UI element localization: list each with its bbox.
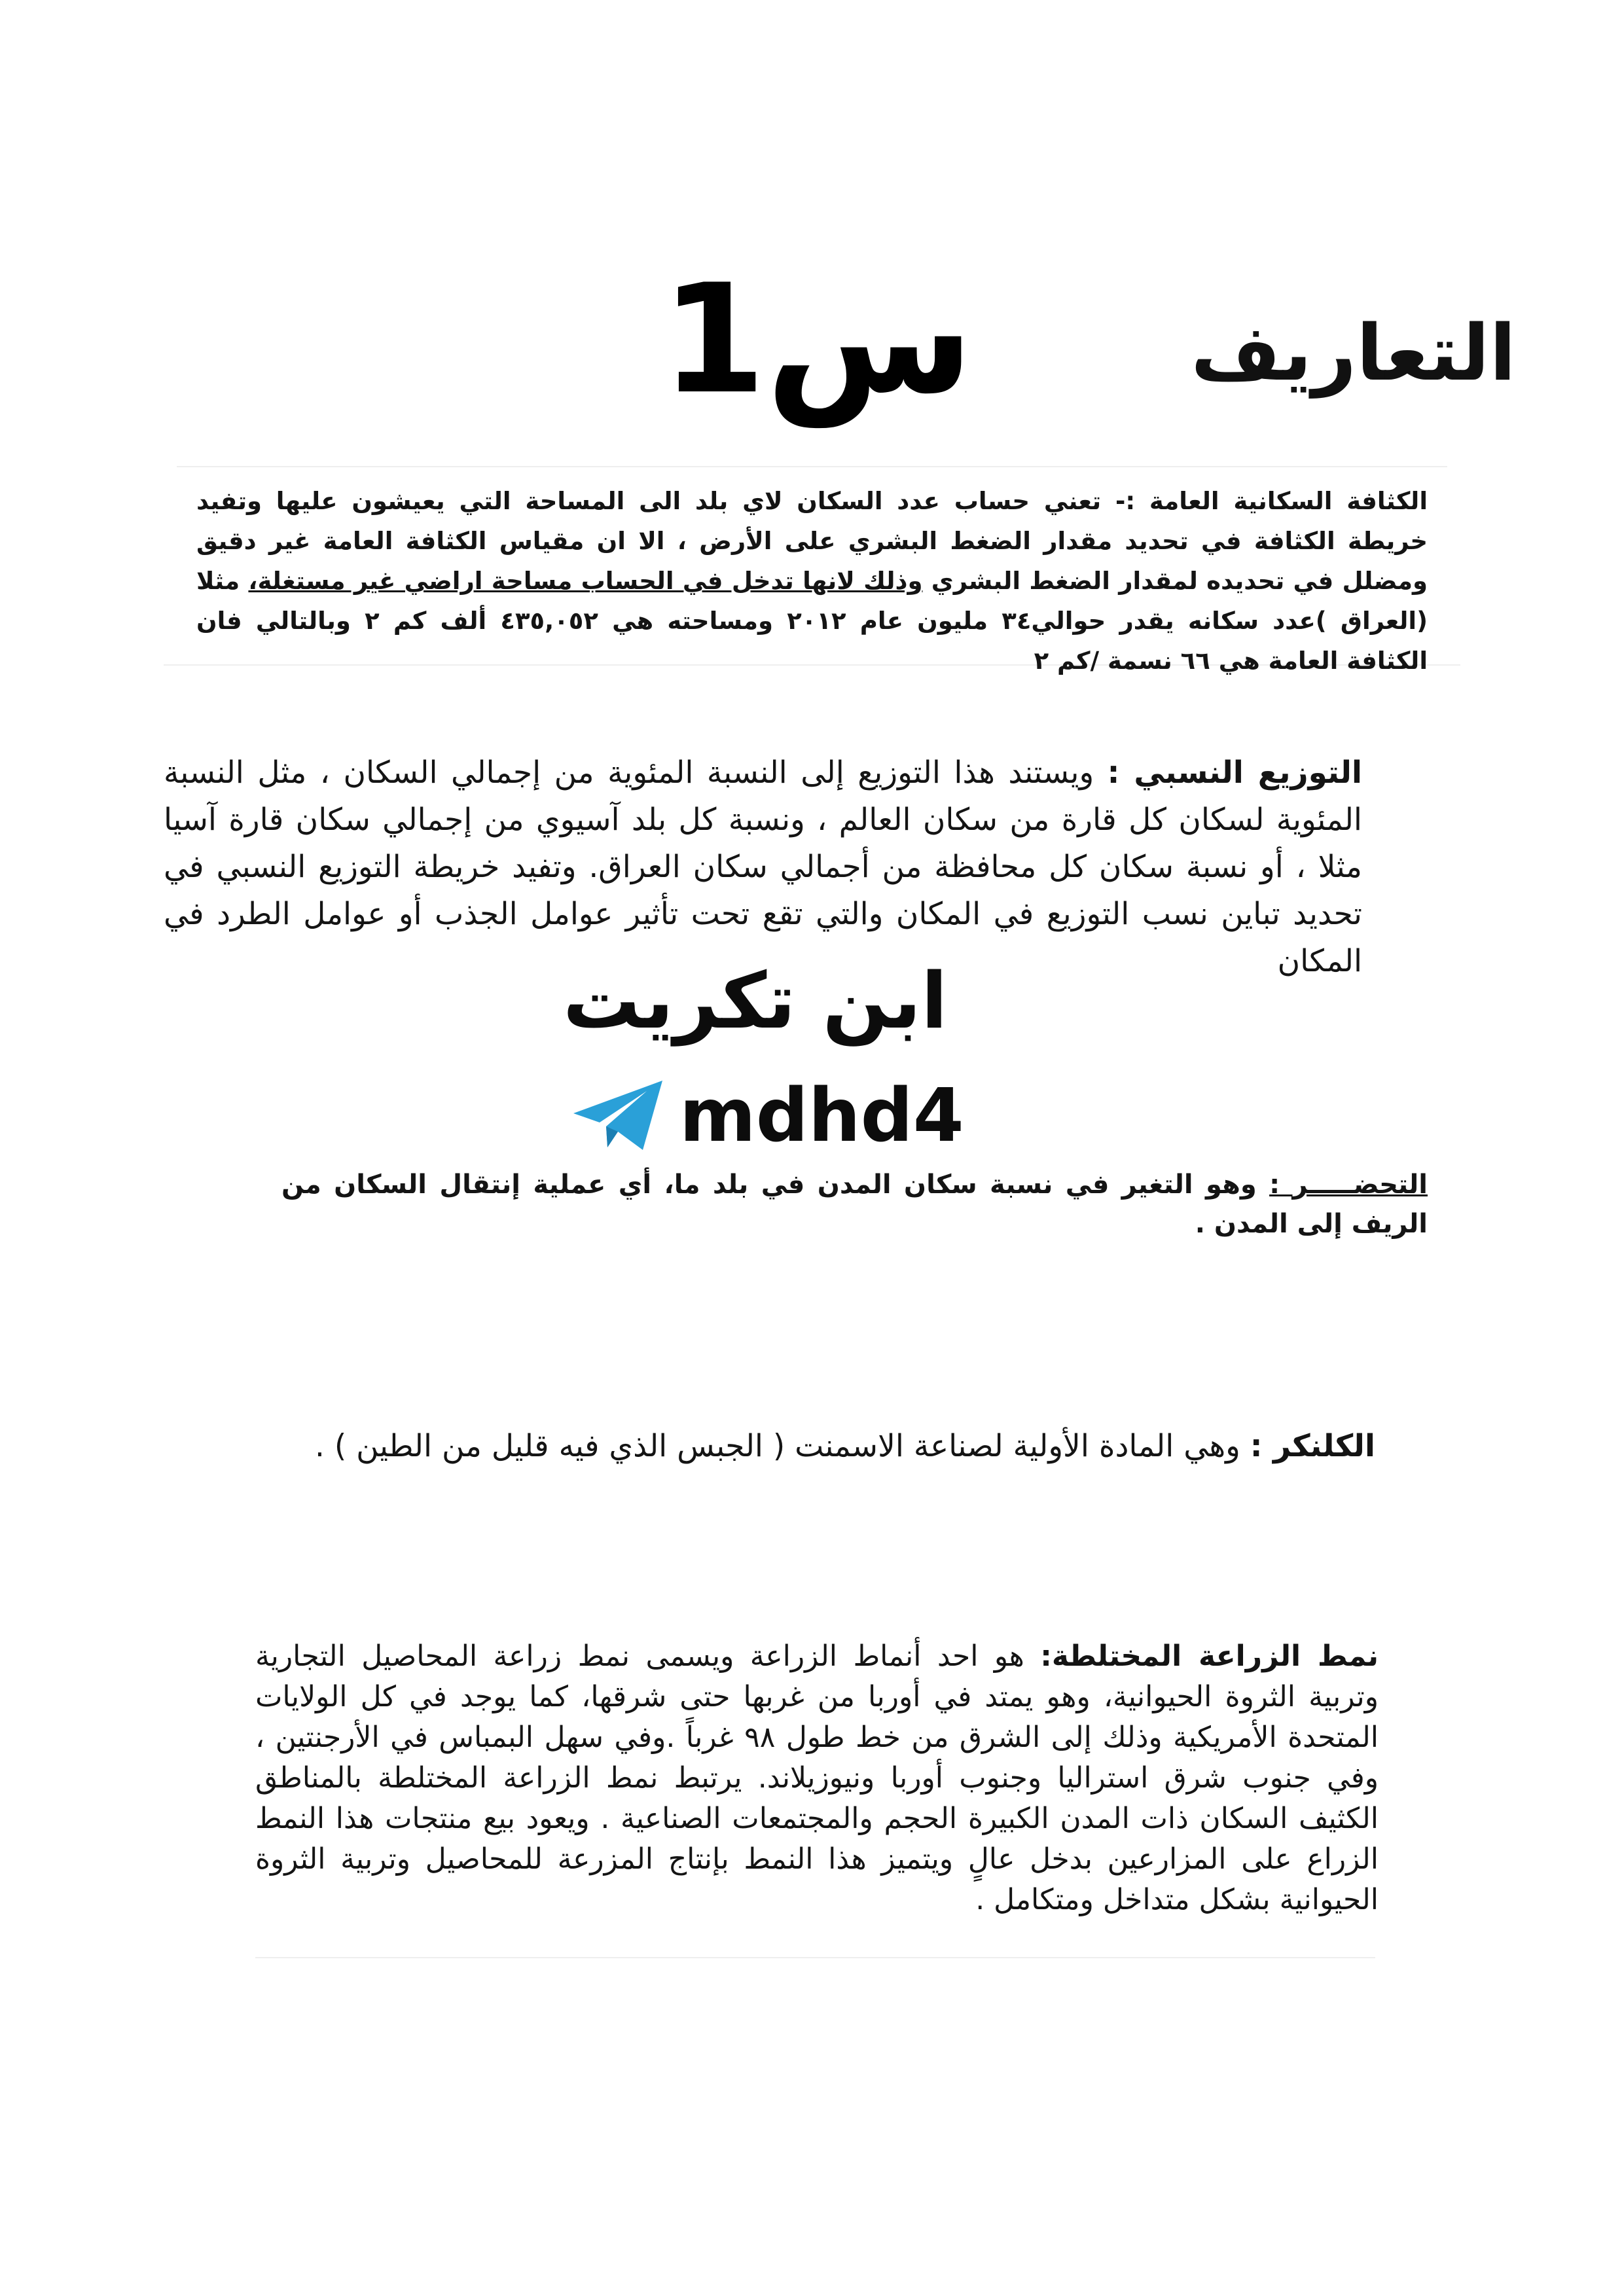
definition-underlined-text: وذلك لانها تدخل في الحساب مساحة اراضي غير مستغلة،	[248, 567, 923, 595]
definition-text: ويستند هذا التوزيع إلى النسبة المئوية من إجمالي السكان ، مثل النسبة المئوية لسكان كل قارة من سكان العالم ، ونسبة كل بلد آسيوي من إجمالي سكان قارة آسيا مثلا ، أو نسبة سكان كل محافظة من أجمالي سكان العراق. وتفيد خريطة التوزيع النسبي في تحديد تباين نسب التوزيع في المكان والتي تقع تحت تأثير عوامل الجذب أو عوامل الطرد في المكان	[164, 755, 1362, 979]
definition-text: تعني حساب عدد السكان لاي بلد الى المساحة التي يعيشون عليها وتفيد خريطة الكثافة في تحديد مقدار الضغط البشري على الأرض ، الا ان مقياس الكثافة العامة غير دقيق ومضلل في تحديده لمقدار الضغط البشري	[196, 487, 1428, 595]
term-label: التحضـــــر :	[1269, 1170, 1428, 1200]
term-label: الكلنكر :	[1250, 1428, 1375, 1464]
definition-relative-distribution	[164, 749, 1362, 985]
definition-text: وهو التغير في نسبة سكان المدن في بلد ما، أي عملية إنتقال السكان من الريف إلى المدن .	[281, 1170, 1428, 1239]
scan-line	[255, 1957, 1375, 1958]
page-title: التعاريف	[1191, 308, 1516, 398]
definition-mixed-farming	[255, 1636, 1379, 1920]
definition-clinker	[308, 1424, 1375, 1469]
definition-urbanization	[281, 1165, 1428, 1244]
watermark-channel	[569, 1070, 964, 1162]
watermark-handle: mdhd4	[679, 1073, 964, 1158]
question-number: س1	[661, 253, 974, 427]
scan-line	[177, 466, 1447, 467]
term-label: نمط الزراعة المختلطة:	[1040, 1640, 1379, 1673]
definition-text: هو احد أنماط الزراعة ويسمى نمط زراعة المحاصيل التجارية وتربية الثروة الحيوانية، وهو يمتد في أوربا من غربها حتى شرقها، كما يوجد في كل الولايات المتحدة الأمريكية وذلك إلى الشرق من خط طول ٩٨ غرباً .وفي سهل البمباس في الأرجنتين ، وفي جنوب شرق استراليا وجنوب أوربا ونيوزيلاند. يرتبط نمط الزراعة المختلطة بالمناطق الكثيف السكان ذات المدن الكبيرة الحجم والمجتمعات الصناعية . ويعود بيع منتجات هذا النمط الزراع على المزارعين بدخل عالٍ ويتميز هذا النمط بإنتاج المزرعة للمحاصيل وتربية الثروة الحيوانية بشكل متداخل ومتكامل .	[255, 1640, 1379, 1916]
term-label: الكثافة السكانية العامة :-	[1115, 487, 1428, 515]
term-label: التوزيع النسبي :	[1107, 755, 1363, 791]
telegram-icon	[569, 1077, 668, 1155]
watermark-name: ابن تكريت	[563, 956, 948, 1046]
definition-population-density	[196, 481, 1428, 681]
definition-text: وهي المادة الأولية لصناعة الاسمنت ( الجبس الذي فيه قليل من الطين ) .	[314, 1428, 1250, 1464]
definition-text-continued: مثلا (العراق )عدد سكانه يقدر حوالي٣٤ مليون عام ٢٠١٢ ومساحته هي ٤٣٥,٠٥٢ ألف كم ٢ وبالتالي فان الكثافة العامة هي ٦٦ نسمة /كم ٢	[196, 567, 1428, 675]
